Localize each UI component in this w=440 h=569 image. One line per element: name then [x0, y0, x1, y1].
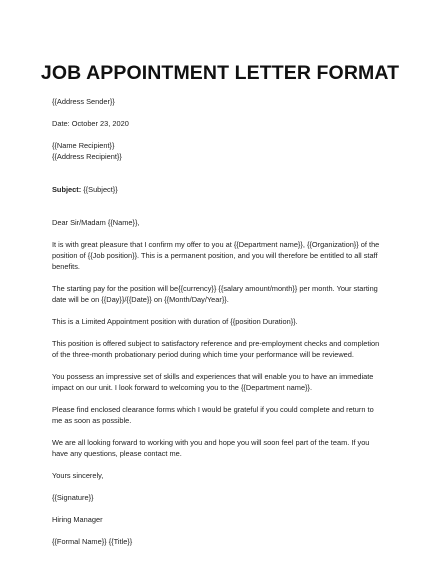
- letter-date: Date: October 23, 2020: [52, 119, 129, 128]
- recipient-name: {{Name Recipient}}: [52, 141, 115, 150]
- paragraph-conditions: This position is offered subject to satisfactory reference and pre-employment checks and completion of the three-month probationary period during which time your performance will be reviewed.: [52, 339, 380, 359]
- recipient-address: {{Address Recipient}}: [52, 152, 122, 161]
- letter-body: [52, 96, 384, 547]
- signer-title: Hiring Manager: [52, 515, 103, 524]
- formal-name: {{Formal Name}} {{Title}}: [52, 537, 133, 546]
- signature-placeholder: {{Signature}}: [52, 493, 94, 502]
- subject-value: {{Subject}}: [81, 185, 118, 194]
- paragraph-offer: It is with great pleasure that I confirm my offer to you at {{Department name}}, {{Organization}} of the position of {{Job position}}. This is a permanent position, and you will therefore be entitled to all staff benefits.: [52, 240, 380, 271]
- paragraph-duration: This is a Limited Appointment position with duration of {{position Duration}}.: [52, 317, 298, 326]
- paragraph-skills: You possess an impressive set of skills and experiences that will enable you to have an immediate impact on our unit. I look forward to welcoming you to the {{Department name}}.: [52, 372, 374, 392]
- closing: Yours sincerely,: [52, 471, 104, 480]
- paragraph-welcome: We are all looking forward to working with you and hope you will soon feel part of the team. If you have any questions, please contact me.: [52, 438, 370, 458]
- paragraph-forms: Please find enclosed clearance forms which I would be grateful if you could complete and return to me as soon as possible.: [52, 405, 374, 425]
- paragraph-pay: The starting pay for the position will be{{currency}} {{salary amount/month}} per month. Your starting date will be on {{Day}}/{{Date}} on {{Month/Day/Year}}.: [52, 284, 378, 304]
- address-sender: {{Address Sender}}: [52, 97, 115, 106]
- subject-line: [52, 184, 384, 195]
- salutation: Dear Sir/Madam {{Name}},: [52, 218, 140, 227]
- subject-label: Subject:: [52, 185, 82, 194]
- document-title: JOB APPOINTMENT LETTER FORMAT: [40, 62, 400, 84]
